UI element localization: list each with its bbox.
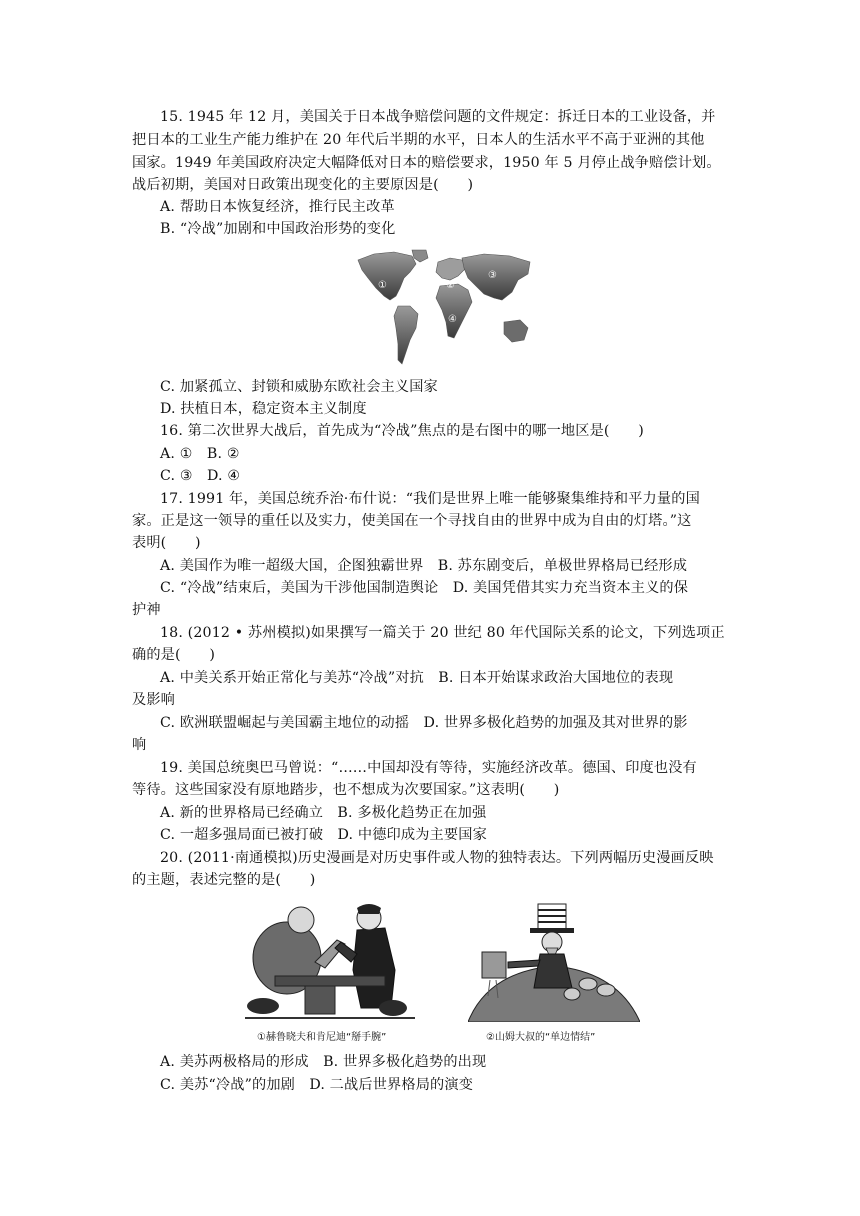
map-label-4: ④	[448, 314, 457, 325]
q17-stem-line2: 家。正是这一领导的重任以及实力，使美国在一个寻找自由的世界中成为自由的灯塔。”这	[132, 513, 692, 529]
map-label-1: ①	[378, 280, 387, 291]
cartoon-2-caption: ②山姆大叔的“单边情结”	[486, 1032, 596, 1043]
q15-stem-line3: 国家。1949 年美国政府决定大幅降低对日本的赔偿要求，1950 年 5 月停止战争赔偿计划。	[132, 155, 721, 171]
q18-options-cd-cont: 响	[132, 737, 147, 753]
q15-option-b: B. “冷战”加剧和中国政治形势的变化	[160, 221, 396, 237]
q15-stem-line1: 15. 1945 年 12 月，美国关于日本战争赔偿问题的文件规定：拆迁日本的工业设备，并	[160, 109, 716, 125]
q16-options-ab: A. ① B. ②	[160, 446, 240, 462]
q15-stem-line4: 战后初期，美国对日政策出现变化的主要原因是( )	[132, 177, 474, 193]
q19-options-ab: A. 新的世界格局已经确立 B. 多极化趋势正在加强	[160, 805, 487, 821]
q19-stem-line2: 等待。这些国家没有原地踏步，也不想成为次要国家。”这表明( )	[132, 782, 560, 798]
q18-stem-line2: 确的是( )	[132, 647, 216, 663]
north-america-shape	[358, 252, 416, 300]
africa-shape	[436, 284, 472, 338]
south-america-shape	[394, 306, 418, 364]
cartoon-1-caption: ①赫鲁晓夫和肯尼迪“掰手腕”	[257, 1032, 387, 1043]
world-map-figure	[354, 248, 534, 370]
q20-stem-line2: 的主题，表述完整的是( )	[132, 872, 316, 888]
europe-shape	[436, 258, 466, 280]
bucket-shape	[482, 952, 506, 978]
australia-shape	[504, 320, 528, 342]
q15-option-d: D. 扶植日本，稳定资本主义制度	[160, 401, 367, 417]
q20-stem-line1: 20. (2011·南通模拟)历史漫画是对历史事件或人物的独特表达。下列两幅历史漫画反映	[160, 850, 714, 866]
q16-options-cd: C. ③ D. ④	[160, 468, 241, 484]
q20-options-ab: A. 美苏两极格局的形成 B. 世界多极化趋势的出现	[160, 1054, 487, 1070]
q19-options-cd: C. 一超多强局面已被打破 D. 中德印成为主要国家	[160, 827, 487, 843]
cartoon-uncle-sam	[468, 900, 640, 1022]
q18-options-ab: A. 中美关系开始正常化与美苏“冷战”对抗 B. 日本开始谋求政治大国地位的表现	[160, 670, 674, 686]
q20-options-cd: C. 美苏“冷战”的加剧 D. 二战后世界格局的演变	[160, 1077, 474, 1093]
map-label-2: ②	[446, 280, 455, 291]
q17-stem-line1: 17. 1991 年，美国总统乔治·布什说：“我们是世界上唯一能够聚集维持和平力量的国	[160, 491, 700, 507]
q17-options-ab: A. 美国作为唯一超级大国，企图独霸世界 B. 苏东剧变后，单极世界格局已经形成	[160, 558, 688, 574]
q16-stem: 16. 第二次世界大战后，首先成为“冷战”焦点的是右图中的哪一地区是( )	[160, 423, 644, 439]
q18-options-cd: C. 欧洲联盟崛起与美国霸主地位的动摇 D. 世界多极化趋势的加强及其对世界的影	[160, 715, 688, 731]
q17-options-cd: C. “冷战”结束后，美国为干涉他国制造舆论 D. 美国凭借其实力充当资本主义的保	[160, 580, 689, 596]
q18-options-ab-cont: 及影响	[132, 692, 176, 708]
q19-stem-line1: 19. 美国总统奥巴马曾说：“……中国却没有等待，实施经济改革。德国、印度也没有	[160, 760, 697, 776]
q15-option-a: A. 帮助日本恢复经济，推行民主改革	[160, 199, 395, 215]
q15-option-c: C. 加紧孤立、封锁和威胁东欧社会主义国家	[160, 379, 438, 395]
q17-stem-line3: 表明( )	[132, 535, 201, 551]
cartoon-arm-wrestling	[245, 900, 415, 1022]
q15-stem-line2: 把日本的工业生产能力维护在 20 年代后半期的水平，日本人的生活水平不高于亚洲的其他	[132, 132, 705, 148]
q18-stem-line1: 18. (2012 • 苏州模拟)如果撰写一篇关于 20 世纪 80 年代国际关系的论文，下列选项正	[160, 625, 725, 641]
table-shape	[275, 976, 385, 986]
q17-options-cd-cont: 护神	[132, 602, 161, 618]
map-label-3: ③	[488, 270, 497, 281]
